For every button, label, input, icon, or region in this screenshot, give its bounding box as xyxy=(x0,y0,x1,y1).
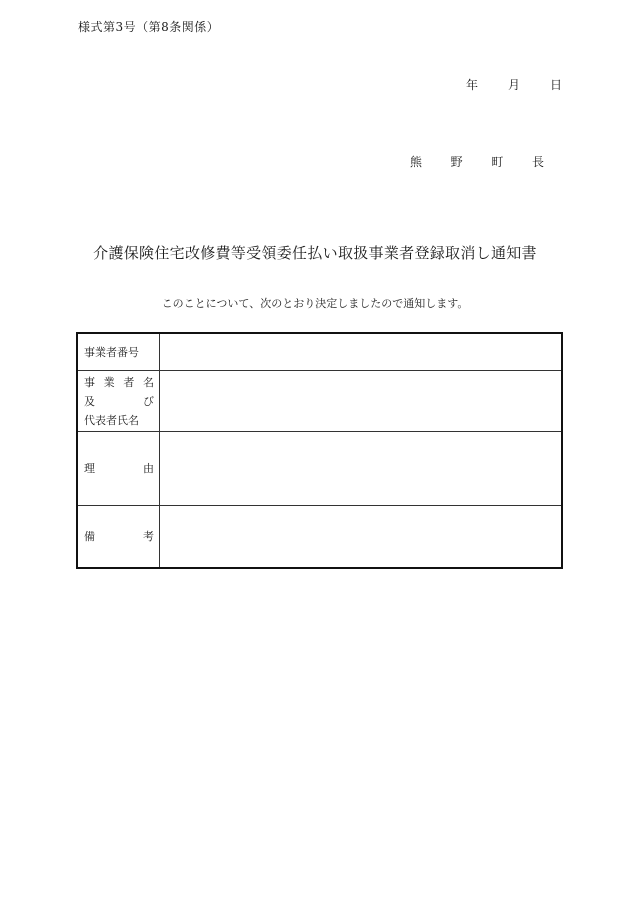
business-name-field[interactable] xyxy=(160,371,563,432)
issuer-char: 熊 xyxy=(410,155,423,169)
date-line xyxy=(466,76,562,93)
date-month: 月 xyxy=(507,78,520,92)
name-label-line1 xyxy=(84,373,154,392)
label-char: 備 xyxy=(84,530,95,543)
document-title: 介護保険住宅改修費等受領委任払い取扱事業者登録取消し通知書 xyxy=(93,244,537,262)
name-label-line2 xyxy=(84,392,154,411)
reason-field[interactable] xyxy=(160,432,563,506)
issuer-char: 長 xyxy=(531,155,544,169)
form-number: 様式第3号（第8条関係） xyxy=(78,20,220,34)
table-row xyxy=(77,432,562,506)
date-day: 日 xyxy=(549,78,562,92)
issuer-char: 野 xyxy=(450,155,463,169)
remarks-label-line xyxy=(84,527,154,546)
label-char: 由 xyxy=(143,462,154,475)
table-row xyxy=(77,371,562,432)
remarks-field[interactable] xyxy=(160,506,563,569)
label-char: 者 xyxy=(123,375,135,389)
date-year: 年 xyxy=(466,78,479,92)
table-row xyxy=(77,333,562,371)
label-char: 事 xyxy=(84,375,95,389)
remarks-label xyxy=(77,506,160,569)
notice-text: このことについて、次のとおり決定しましたので通知します。 xyxy=(161,297,469,310)
issuer-name xyxy=(410,153,544,170)
label-char: 名 xyxy=(142,375,154,389)
form-table xyxy=(76,332,563,569)
issuer-char: 町 xyxy=(491,155,504,169)
business-name-label xyxy=(77,371,160,432)
reason-label-line xyxy=(84,459,154,478)
label-char: 及 xyxy=(84,394,95,408)
name-label-line3: 代表者氏名 xyxy=(84,413,139,427)
reason-label xyxy=(77,432,160,506)
label-char: 理 xyxy=(84,462,95,475)
business-number-field[interactable] xyxy=(160,333,563,371)
label-char: 考 xyxy=(143,530,154,543)
label-char: 業 xyxy=(103,375,115,389)
business-number-label xyxy=(77,333,160,371)
table-row xyxy=(77,506,562,569)
business-number-label-text: 事業者番号 xyxy=(84,346,139,359)
label-char: び xyxy=(143,394,154,408)
